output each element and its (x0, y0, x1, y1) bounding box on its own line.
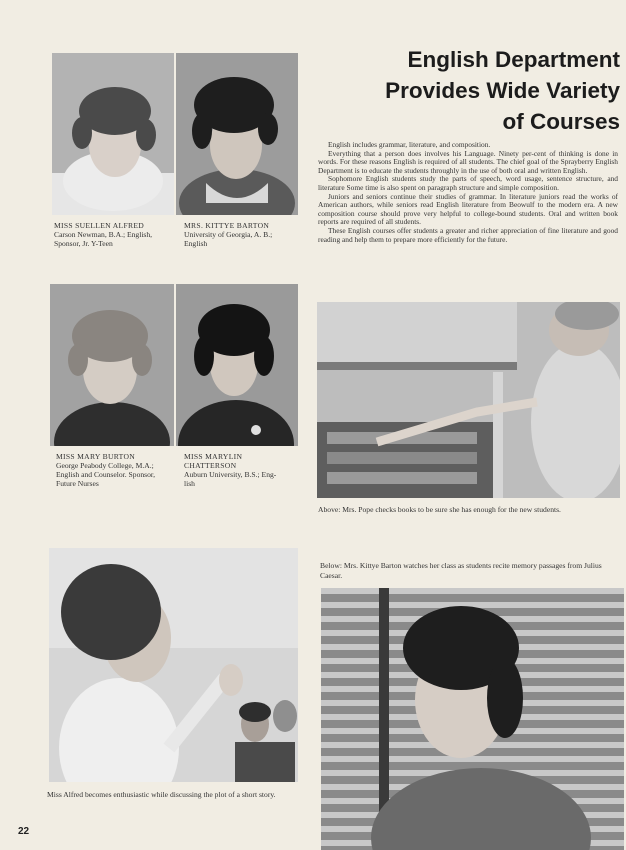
page-number: 22 (18, 826, 30, 837)
body-paragraph: These English courses offer students a greater and richer appreciation of fine literature and good reading and help them to prepare more efficiently for the future. (318, 225, 618, 244)
caption-barton-class: Below: Mrs. Kittye Barton watches her class as students recite memory passages from Julius Caesar. (320, 561, 602, 580)
portrait-barton (176, 53, 298, 215)
faculty-detail: Auburn University, B.S.; Eng- (184, 470, 277, 479)
photo-barton-class (321, 588, 624, 850)
faculty-name: MISS MARYLIN CHATTERSON (184, 452, 243, 470)
portrait-burton (50, 284, 174, 446)
faculty-name: MISS SUELLEN ALFRED (54, 221, 145, 230)
faculty-detail: Carson Newman, B.A.; English, (54, 230, 153, 239)
portrait-chatterson (176, 284, 298, 446)
headline-line-1: English Department (407, 47, 620, 72)
body-paragraph: Juniors and seniors continue their studies of grammar. In literature juniors read the works of American authors, while seniors read English literature from Beowulf to the modern era. A new composition course should prove very helpful to college-bound students. Oral and written book reports are required of all students. (318, 191, 618, 227)
caption-burton (56, 452, 174, 488)
caption-chatterson (184, 452, 302, 488)
headline-line-3: of Courses (502, 109, 620, 134)
caption-barton (184, 221, 304, 248)
faculty-name: MRS. KITTYE BARTON (184, 221, 270, 230)
body-paragraph: English includes grammar, literature, and composition. (328, 140, 491, 149)
page-headline (385, 44, 620, 137)
photo-pope-books (317, 302, 620, 498)
caption-pope: Above: Mrs. Pope checks books to be sure she has enough for the new students. (318, 505, 561, 514)
caption-alfred (54, 221, 174, 248)
faculty-name: MISS MARY BURTON (56, 452, 136, 461)
portrait-alfred (52, 53, 174, 215)
photo-alfred-class (49, 548, 298, 782)
article-body (318, 141, 618, 244)
faculty-detail: English (184, 239, 208, 248)
faculty-detail: George Peabody College, M.A.; (56, 461, 154, 470)
faculty-detail: lish (184, 479, 195, 488)
faculty-detail: Sponsor, Jr. Y-Teen (54, 239, 113, 248)
headline-line-2: Provides Wide Variety (385, 78, 620, 103)
faculty-detail: University of Georgia, A. B.; (184, 230, 273, 239)
caption-alfred-class: Miss Alfred becomes enthusiastic while discussing the plot of a short story. (47, 790, 276, 799)
body-paragraph: Sophomore English students study the parts of speech, word usage, sentence structure, and literature Some time is also spent on paragraph structure and simple composition. (318, 174, 618, 192)
body-paragraph: Everything that a person does involves his Language. Ninety per-cent of thinking is done in words. For these reasons English is required of all students. The chief goal of the Sprayberry English Department is to educate the students throughly in the use of both oral and written English. (318, 148, 618, 175)
faculty-detail: Future Nurses (56, 479, 99, 488)
faculty-detail: English and Counselor. Sponsor, (56, 470, 156, 479)
